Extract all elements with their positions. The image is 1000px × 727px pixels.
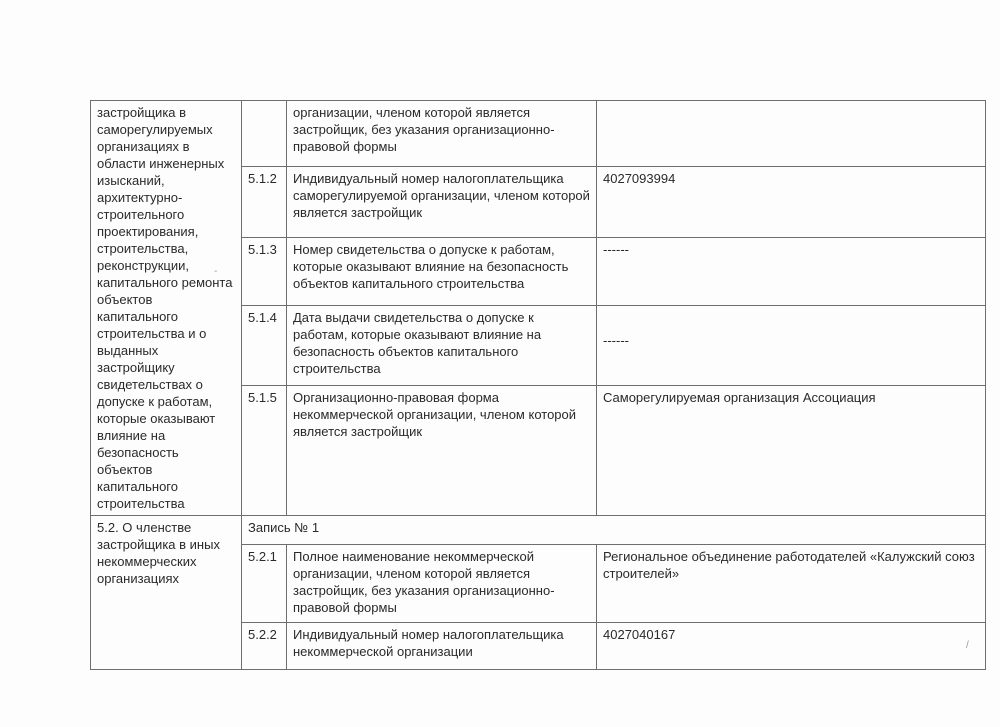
row-field-value: ------: [597, 305, 986, 385]
scan-speck: /: [966, 640, 969, 651]
row-number: 5.2.2: [242, 623, 287, 670]
scan-speck: -: [214, 266, 218, 277]
developer-info-table: [90, 100, 986, 670]
row-field-name: Индивидуальный номер налогоплательщика саморегулируемой организации, членом которой является застройщик: [287, 167, 597, 238]
row-number: 5.1.5: [242, 386, 287, 516]
row-field-value: 4027093994: [597, 167, 986, 238]
row-number: 5.2.1: [242, 545, 287, 623]
table-row: [91, 101, 986, 167]
row-field-value: Региональное объединение работодателей «Калужский союз строителей»: [597, 545, 986, 623]
section-5-2-label: 5.2. О членстве застройщика в иных некоммерческих организациях: [91, 516, 242, 670]
row-field-name: Индивидуальный номер налогоплательщика некоммерческой организации: [287, 623, 597, 670]
table-row: [91, 516, 986, 545]
row-field-name: Номер свидетельства о допуске к работам, которые оказывают влияние на безопасность объектов капитального строительства: [287, 238, 597, 306]
row-number: 5.1.4: [242, 305, 287, 385]
row-field-value: ------: [597, 238, 986, 306]
row-field-value: Саморегулируемая организация Ассоциация: [597, 386, 986, 516]
record-label: Запись № 1: [242, 516, 986, 545]
row-field-name: Дата выдачи свидетельства о допуске к работам, которые оказывают влияние на безопасность объектов капитального строительства: [287, 305, 597, 385]
row-field-name: организации, членом которой является застройщик, без указания организационно-правовой формы: [287, 101, 597, 167]
row-number: 5.1.2: [242, 167, 287, 238]
row-field-name: Полное наименование некоммерческой организации, членом которой является застройщик, без указания организационно-правовой формы: [287, 545, 597, 623]
row-field-value: [597, 101, 986, 167]
row-number: 5.1.3: [242, 238, 287, 306]
row-field-value: 4027040167: [597, 623, 986, 670]
row-number: [242, 101, 287, 167]
section-5-1-label: застройщика в саморегулируемых организациях в области инженерных изысканий, архитектурно-строительного проектирования, строительства, реконструкции, капитального ремонта объектов капитального строительства и о выданных застройщику свидетельствах о допуске к работам, которые оказывают влияние на безопасность объектов капитального строительства: [91, 101, 242, 516]
row-field-name: Организационно-правовая форма некоммерческой организации, членом которой является застройщик: [287, 386, 597, 516]
